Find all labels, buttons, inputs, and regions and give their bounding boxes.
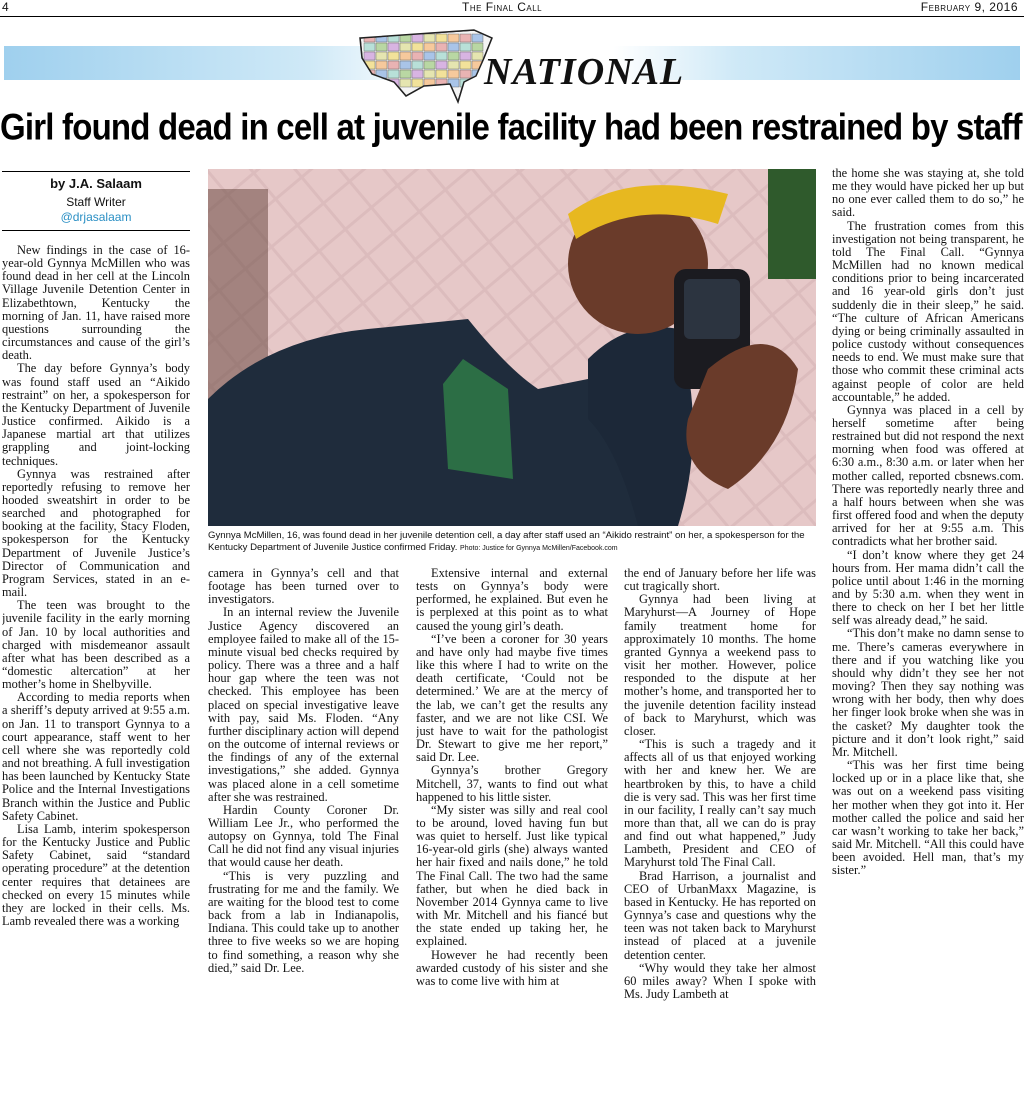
paragraph: Lisa Lamb, interim spokesperson for the Kentucky Justice and Public Safety Cabinet, said “standard operating procedure” at the detention center requires that detainees are checked on every 15 minutes while they are locked in their cells. Ms. Lamb revealed there was a working	[2, 821, 190, 928]
map-state-tile	[412, 70, 423, 78]
paragraph-continued: the end of January before her life was cut tragically short.	[624, 567, 816, 594]
map-state-tile	[400, 43, 411, 51]
paragraph: “This was her first time being locked up or in a place like that, she was out on a weekend pass visiting her mother when they got into it. Her mother called the police and said her car wasn’t working to take her back,” said Mr. Mitchell. “All this could have been avoided. Hell man, that’s my sister.”	[832, 758, 1024, 878]
article-photo	[208, 169, 816, 526]
map-state-tile	[460, 52, 471, 60]
map-state-tile	[448, 43, 459, 51]
map-state-tile	[424, 43, 435, 51]
map-state-tile	[376, 43, 387, 51]
map-state-tile	[448, 79, 459, 87]
paragraph: The day before Gynnya’s body was found staff used an “Aikido restraint” on her, a spokesperson for the Kentucky Department of Juvenile Justice confirmed. Aikido is a Japanese martial art that utilizes grappling and joint-locking techniques.	[2, 361, 190, 468]
paragraph: Brad Harrison, a journalist and CEO of UrbanMaxx Magazine, is based in Kentucky. He has reported on Gynnya’s case and questions why the teen was not taken back to Maryhurst instead of placed at a juvenile detention center.	[624, 868, 816, 962]
map-state-tile	[412, 79, 423, 87]
article-column-3	[416, 567, 608, 1108]
map-state-tile	[472, 43, 483, 51]
map-state-tile	[376, 52, 387, 60]
map-state-tile	[448, 70, 459, 78]
map-state-tile	[460, 70, 471, 78]
map-state-tile	[436, 70, 447, 78]
paragraph: The frustration comes from this investigation not being transparent, he told The Final Call. “Gynnya McMillen had no known medical conditions prior to being incarcerated and 16 year-old girls don’t just suddenly die in their sleep,” he said. “The culture of African Americans dying or being criminally assaulted in police custody without consequences needs to end. We must make sure that those who commit these criminal acts against people of color are held accountable,” he added.	[832, 218, 1024, 404]
photo-caption	[208, 530, 818, 555]
map-state-tile	[400, 70, 411, 78]
map-state-tile	[448, 61, 459, 69]
map-state-tile	[460, 43, 471, 51]
paragraph: Gynnya was restrained after reportedly refusing to remove her hooded sweatshirt in order to be searched and photographed for booking at the facility, Stacy Floden, spokesperson for the Kentucky Department of Juvenile Justice’s Director of Communication and Program Services, stated in an e-mail.	[2, 466, 190, 600]
map-state-tile	[472, 34, 483, 42]
paragraph: However he had recently been awarded custody of his sister and she was to come live with him at	[416, 947, 608, 988]
map-state-tile	[424, 52, 435, 60]
paragraph: Extensive internal and external tests on Gynnya’s body were performed, he explained. But even he is perplexed at this point as to what caused the young girl’s death.	[416, 567, 608, 633]
map-state-tile	[364, 79, 375, 87]
map-state-tile	[448, 34, 459, 42]
map-state-tile	[376, 34, 387, 42]
photo-credit: Photo: Justice for Gynnya McMillen/Facebook.com	[460, 545, 618, 552]
map-state-tile	[460, 61, 471, 69]
paragraph: Gynnya had been living at Maryhurst—A Journey of Hope family treatment home for approximately 10 months. The home granted Gynnya a weekend pass to visit her mother. However, police responded to the dispute at her mother’s home, and transported her to the juvenile detention facility instead of back to Maryhurst, which was closer.	[624, 592, 816, 738]
paragraph: “I’ve been a coroner for 30 years and have only had maybe five times like this where I had to write on the death certificate, ‘Could not be determined.’ We are at the mercy of the lab, we can’t get the results any faster, and we are not like CSI. We just have to wait for the pathologist Dr. Stewart to give me her report,” said Dr. Lee.	[416, 631, 608, 765]
paragraph: Hardin County Coroner Dr. William Lee Jr., who performed the autopsy on Gynnya, told The Final Call he did not find any visual injuries that would cause her death.	[208, 802, 399, 870]
map-state-tile	[460, 79, 471, 87]
article-column-1	[2, 244, 190, 1108]
map-state-tile	[436, 61, 447, 69]
byline-role: Staff Writer	[66, 195, 126, 209]
paragraph-continued: camera in Gynnya’s cell and that footage has been turned over to investigators.	[208, 567, 399, 607]
paragraph: “This is very puzzling and frustrating for me and the family. We are waiting for the blood test to come back from a lab in Indianapolis, Indiana. This could take up to another three to five weeks so we are hoping to find something, a reason why she died,” said Dr. Lee.	[208, 868, 399, 975]
map-state-tile	[400, 61, 411, 69]
section-title: NATIONAL	[484, 51, 685, 93]
paragraph: “This is such a tragedy and it affects all of us that enjoyed working with her and knew her. We are heartbroken by this, to have a child die is very sad. This was her first time in our facility, I really can’t say much more than that, all we can do is pray and find out what happened,” Judy Lambeth, President and CEO of Maryhurst told The Final Call.	[624, 737, 816, 870]
publication-name: The Final Call	[462, 0, 543, 14]
map-state-tile	[424, 61, 435, 69]
headline: Girl found dead in cell at juvenile facility had been restrained by staff	[0, 106, 1022, 148]
map-state-tile	[364, 43, 375, 51]
map-state-tile	[448, 52, 459, 60]
byline	[2, 171, 190, 231]
byline-author: by J.A. Salaam	[50, 176, 142, 191]
paragraph: According to media reports when a sheriff’s deputy arrived at 9:55 a.m. on Jan. 11 to transport Gynnya to a court appearance, staff went to her cell where she was reportedly cold and not breathing. A full investigation has been launched by Kentucky State Police and the Internal Investigations Branch within the Justice and Public Safety Cabinet.	[2, 690, 190, 823]
map-state-tile	[436, 79, 447, 87]
photo-illustration	[208, 169, 816, 526]
map-state-tile	[412, 61, 423, 69]
map-state-tile	[388, 70, 399, 78]
issue-date: February 9, 2016	[920, 0, 1018, 14]
map-state-tile	[388, 52, 399, 60]
map-state-tile	[388, 61, 399, 69]
us-map-logo	[354, 24, 500, 110]
article-column-4	[624, 567, 816, 1108]
map-state-tile	[412, 52, 423, 60]
paragraph: New findings in the case of 16-year-old Gynnya McMillen who was found dead in her cell at the Lincoln Village Juvenile Detention Center in Elizabethtown, Kentucky the morning of Jan. 11, have raised more questions surrounding the circumstances and cause of the girl’s death.	[2, 244, 190, 363]
map-state-tile	[412, 43, 423, 51]
map-state-tile	[436, 52, 447, 60]
map-state-tile	[400, 79, 411, 87]
map-state-tile	[412, 34, 423, 42]
map-state-tile	[436, 34, 447, 42]
paragraph: “I don’t know where they get 24 hours from. Her mama didn’t call the police until about 1:46 in the morning and by 5:30 a.m. when they went in there to check on her I bet her little self was already dead,” he said.	[832, 547, 1024, 628]
map-state-tile	[472, 79, 483, 87]
caption-text: Gynnya McMillen, 16, was found dead in her juvenile detention cell, a day after staff used an “Aikido restraint” on her, a spokesperson for the Kentucky Department of Juvenile Justice confirmed Friday.	[208, 530, 805, 553]
map-state-tile	[424, 34, 435, 42]
article-column-2	[208, 567, 399, 1108]
article-column-5	[832, 167, 1024, 1108]
map-state-tile	[376, 61, 387, 69]
byline-twitter-handle[interactable]: @drjasalaam	[60, 210, 132, 224]
map-state-tile	[388, 43, 399, 51]
map-state-tile	[424, 70, 435, 78]
map-state-tile	[400, 52, 411, 60]
paragraph: “This don’t make no damn sense to me. There’s cameras everywhere in there and if you watching like you should why didn’t they see her not moving? Then they say nothing was wrong with her body, then why does her finger look broke when she was in the casket? My daughter took the picture and it don’t look right,” said Mr. Mitchell.	[832, 626, 1024, 759]
map-state-tile	[376, 79, 387, 87]
map-state-tile	[472, 52, 483, 60]
page-number: 4	[2, 0, 9, 14]
paragraph: Gynnya was placed in a cell by herself sometime after being restrained but did not respond the next morning when food was offered at 6:30 a.m., 8:30 a.m. or later when her mother called, reported cbsnews.com. There was reportedly nearly three and a half hours between when she was first offered food and when the deputy arrived for her at 9:55 a.m. This contradicts what her brother said.	[832, 402, 1024, 549]
map-state-tile	[436, 43, 447, 51]
page-folio	[0, 0, 1024, 17]
paragraph: Gynnya’s brother Gregory Mitchell, 37, wants to find out what happened to his little sister.	[416, 763, 608, 804]
paragraph: “My sister was silly and real cool to be around, loved having fun but was quiet to herself. Just like typical 16-year-old girls (she) always wanted her hair fixed and nails done,” he told The Final Call. The two had the same father, but when he died back in November 2014 Gynnya came to live with Mr. Mitchell and his fiancé but the state ended up taking her, he explained.	[416, 802, 608, 949]
paragraph-continued: the home she was staying at, she told me they would have picked her up but no one ever called them to do so,” he said.	[832, 167, 1024, 220]
map-state-tile	[460, 34, 471, 42]
paragraph: “Why would they take her almost 60 miles away? When I spoke with Ms. Judy Lambeth at	[624, 960, 816, 1001]
paragraph: In an internal review the Juvenile Justice Agency discovered an employee failed to make all of the 15-minute visual bed checks required by policy. There was a three and a half hour gap where the teen was not checked. This employee has been placed on special investigative leave with pay, said Ms. Floden. “Any further disciplinary action will depend on the outcome of internal reviews or the findings of any of the external investigations,” she added. Gynnya was placed alone in a cell sometime after she was restrained.	[208, 605, 399, 804]
paragraph: The teen was brought to the juvenile facility in the early morning of Jan. 10 by local authorities and charged with misdemeanor assault after what has been described as a “domestic altercation” at her mother’s home in Shelbyville.	[2, 598, 190, 692]
map-state-tile	[364, 52, 375, 60]
